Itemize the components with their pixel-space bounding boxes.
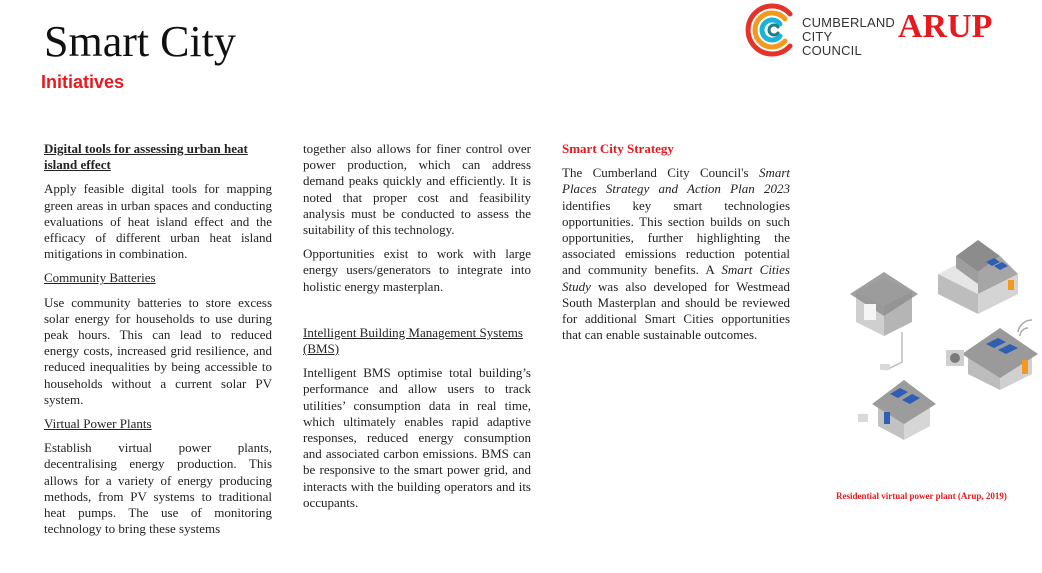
body-community-batteries: Use community batteries to store excess solar energy for households to use during peak hours. This can lead to reduced energy costs, increased grid resilience, and reduced inequalities by being accessible to households without a current solar PV system. [44,294,272,407]
page-title: Smart City [44,17,236,66]
heading-bms: Intelligent Building Management Systems (BMS) [303,324,523,357]
heading-community-batteries: Community Batteries [44,270,156,286]
body-opportunities: Opportunities exist to work with large energy users/generators to integrate into holistic energy masterplan. [303,246,531,294]
body-virtual-power-plants: Establish virtual power plants, decentralising energy production. This allows for a variety of energy producing methods, from PV systems to traditional heat pumps. The use of monitoring technology to bring these systems [44,440,272,537]
cumberland-line1: CUMBERLAND [802,15,896,30]
body-smart-city-strategy: The Cumberland City Council's Smart Places Strategy and Action Plan 2023 identifies key smart technologies opportunities. This section builds on such opportunities, further highlighting the associated emissions reduction potential and community benefits. A Smart Cities Study was also developed for Westmead South Masterplan and should be reviewed for additional Smart Cities opportunities that can enable sustainable outcomes. [562,165,790,343]
body-vpp-continued: together also allows for finer control over power production, which can address demand peaks quickly and efficiently. It is noted that proper cost and feasibility analysis must be conducted to assess the suitability of this technology. [303,141,531,238]
arup-logo: ARUP [898,8,993,45]
cumberland-logo [744,2,894,58]
house-center-icon [850,272,918,370]
column-2 [303,141,531,519]
column-1 [44,141,272,545]
heading-smart-city-strategy: Smart City Strategy [562,141,674,156]
heading-virtual-power-plants: Virtual Power Plants [44,416,152,432]
house-right-icon [946,320,1038,390]
body-digital-tools: Apply feasible digital tools for mapping green areas in urban spaces and conducting evaluations of heat island effect and the efficacy of different urban heat island mitigations in combination. [44,181,272,262]
house-top-icon [938,240,1018,314]
page-subtitle: Initiatives [41,72,125,92]
body-bms: Intelligent BMS optimise total building’s performance and allow users to track utilities’ consumption data in real time, which ultimately enables rapid adaptive responses, reduced energy consumption and associated carbon emissions. BMS can be responsive to the smart power grid, and interacts with the building operators and its occupants. [303,365,531,510]
virtual-power-plant-illustration [838,232,1038,442]
figure-caption: Residential virtual power plant (Arup, 2019) [836,491,1007,501]
cumberland-c-icon [744,2,800,58]
column-3 [562,141,790,351]
house-bottom-icon [858,380,936,440]
cumberland-logo-text [802,16,895,58]
heading-digital-tools: Digital tools for assessing urban heat island effect [44,141,248,173]
cumberland-line2: CITY COUNCIL [802,29,862,58]
